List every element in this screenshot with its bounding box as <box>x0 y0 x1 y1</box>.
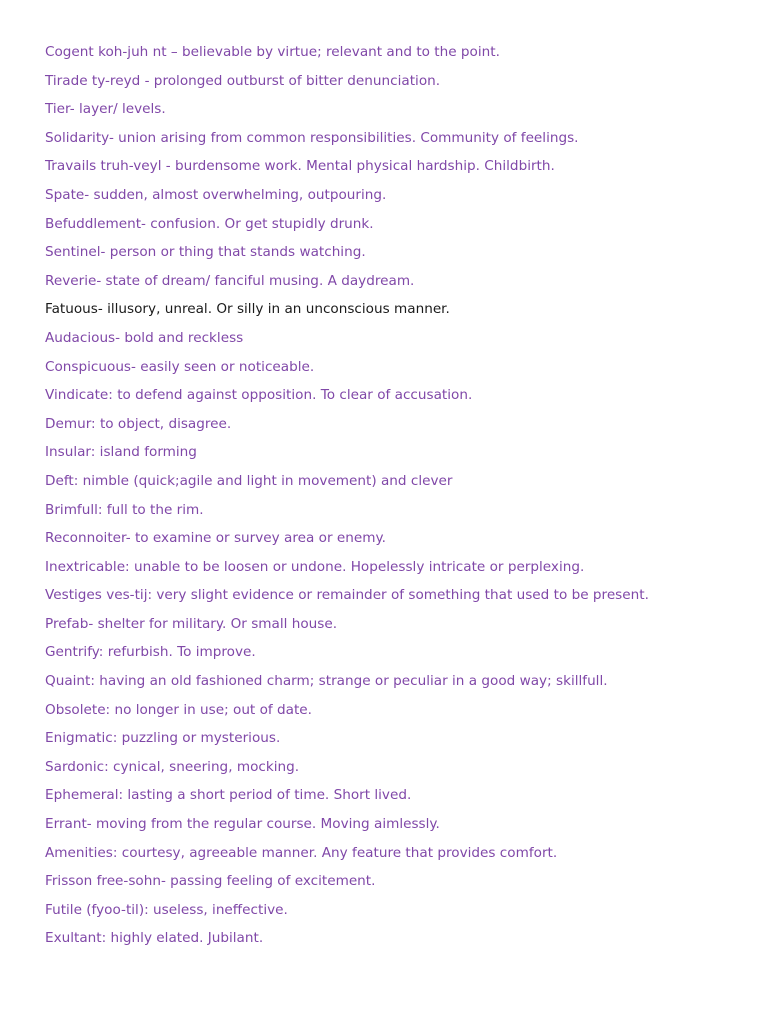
vocabulary-list <box>45 38 745 953</box>
entry-obsolete: Obsolete: no longer in use; out of date. <box>45 701 312 718</box>
entry-befuddlement: Befuddlement- confusion. Or get stupidly drunk. <box>45 215 374 232</box>
entry-insular: Insular: island forming <box>45 444 197 461</box>
entry-gentrify: Gentrify: refurbish. To improve. <box>45 644 256 661</box>
entry-exultant: Exultant: highly elated. Jubilant. <box>45 930 264 947</box>
entry-prefab: Prefab- shelter for military. Or small house. <box>45 615 338 632</box>
entry-ephemeral: Ephemeral: lasting a short period of time. Short lived. <box>45 787 412 804</box>
entry-brimfull: Brimfull: full to the rim. <box>45 501 204 518</box>
entry-sentinel: Sentinel- person or thing that stands watching. <box>45 244 366 261</box>
entry-travails: Travails truh-veyl - burdensome work. Mental physical hardship. Childbirth. <box>45 158 555 175</box>
entry-deft: Deft: nimble (quick;agile and light in movement) and clever <box>45 472 453 489</box>
entry-tirade: Tirade ty-reyd - prolonged outburst of bitter denunciation. <box>45 72 441 89</box>
entry-cogent: Cogent koh-juh nt – believable by virtue; relevant and to the point. <box>45 44 500 60</box>
entry-fatuous: Fatuous- illusory, unreal. Or silly in an unconscious manner. <box>45 301 450 318</box>
entry-reconnoiter: Reconnoiter- to examine or survey area or enemy. <box>45 530 386 547</box>
entry-spate: Spate- sudden, almost overwhelming, outpouring. <box>45 186 387 203</box>
entry-amenities: Amenities: courtesy, agreeable manner. Any feature that provides comfort. <box>45 844 558 861</box>
entry-inextricable: Inextricable: unable to be loosen or undone. Hopelessly intricate or perplexing. <box>45 558 585 575</box>
entry-enigmatic: Enigmatic: puzzling or mysterious. <box>45 730 281 747</box>
entry-solidarity: Solidarity- union arising from common responsibilities. Community of feelings. <box>45 129 579 146</box>
entry-vestiges: Vestiges ves-tij: very slight evidence or remainder of something that used to be present. <box>45 587 649 604</box>
entry-frisson: Frisson free-sohn- passing feeling of excitement. <box>45 873 376 890</box>
entry-audacious: Audacious- bold and reckless <box>45 329 244 346</box>
entry-conspicuous: Conspicuous- easily seen or noticeable. <box>45 358 315 375</box>
entry-errant: Errant- moving from the regular course. Moving aimlessly. <box>45 816 440 833</box>
entry-sardonic: Sardonic: cynical, sneering, mocking. <box>45 758 300 775</box>
entry-vindicate: Vindicate: to defend against opposition. To clear of accusation. <box>45 387 473 404</box>
entry-demur: Demur: to object, disagree. <box>45 415 232 432</box>
entry-quaint: Quaint: having an old fashioned charm; strange or peculiar in a good way; skillfull. <box>45 673 608 690</box>
entry-futile: Futile (fyoo-til): useless, ineffective. <box>45 901 288 918</box>
entry-reverie: Reverie- state of dream/ fanciful musing. A daydream. <box>45 272 415 289</box>
entry-tier: Tier- layer/ levels. <box>45 101 166 118</box>
